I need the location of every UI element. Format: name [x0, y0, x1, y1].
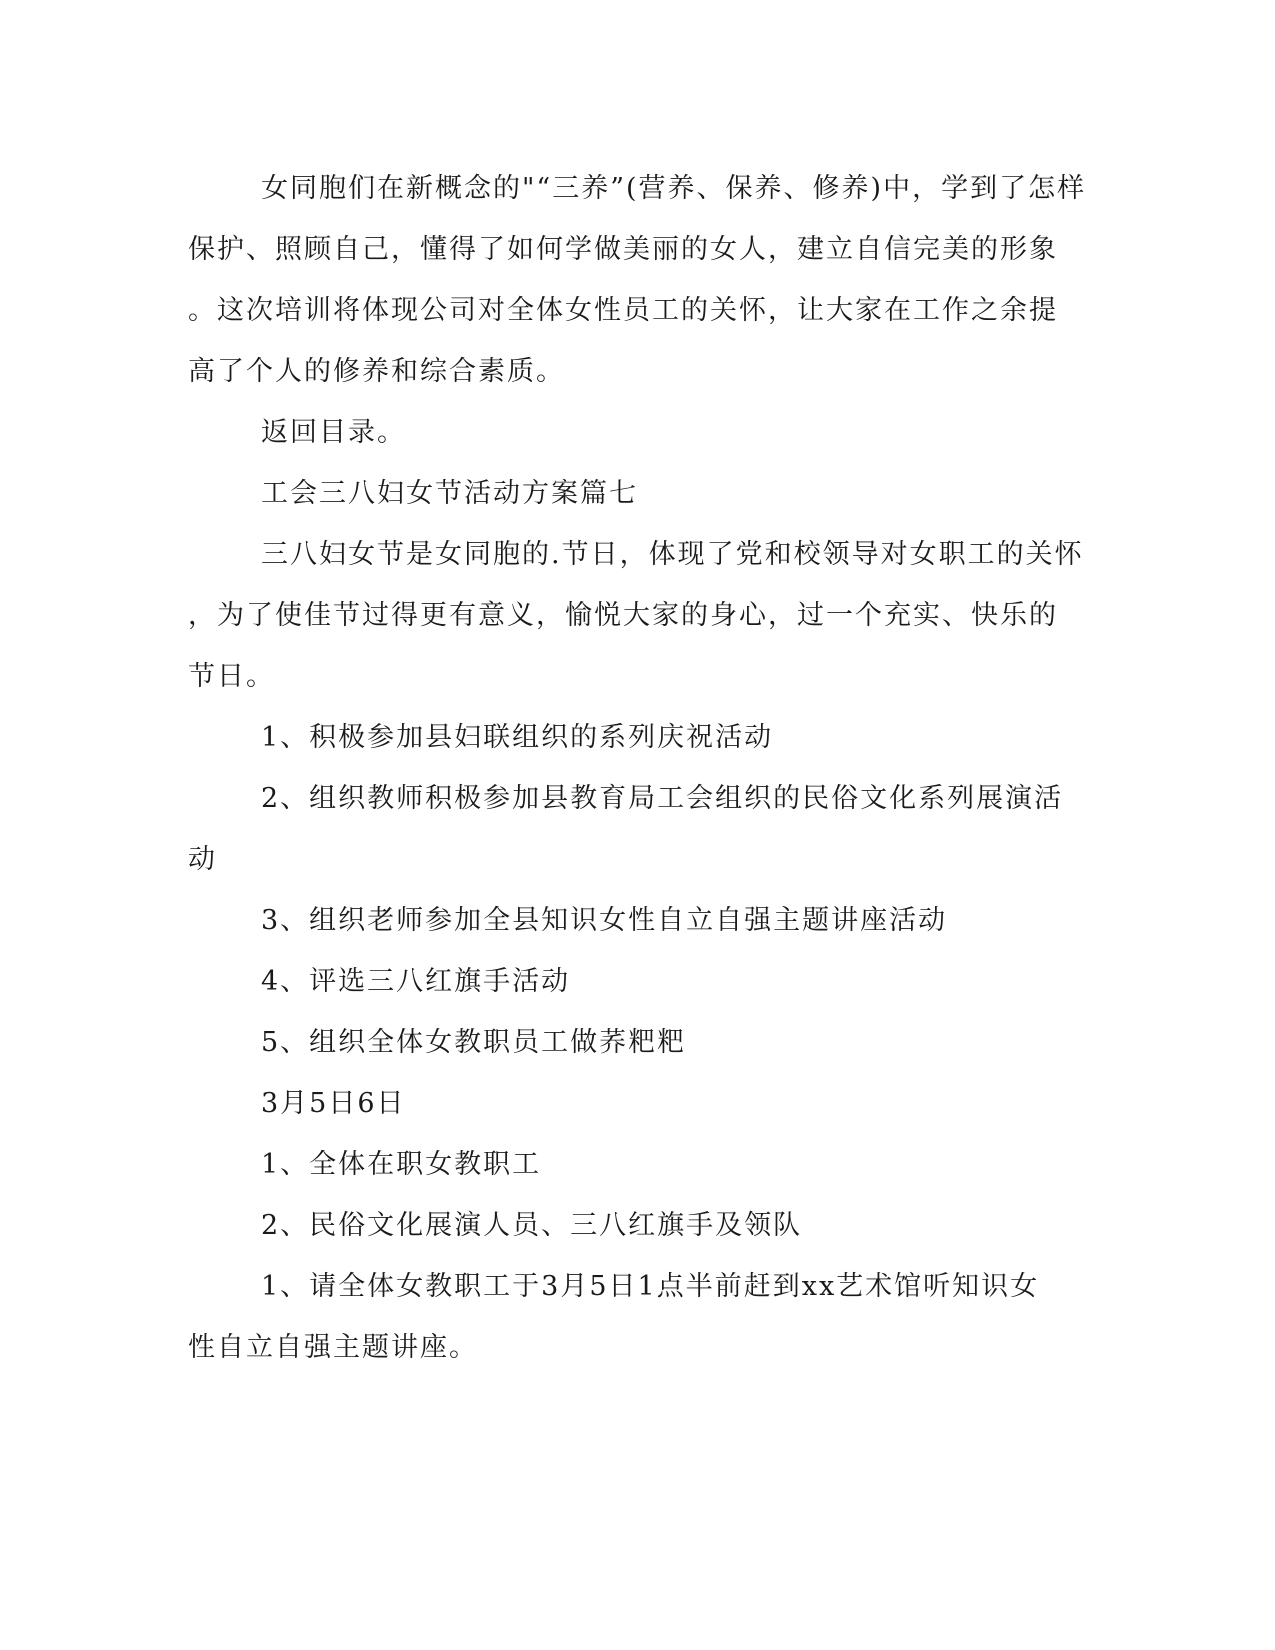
text-line: 。这次培训将体现公司对全体女性员工的关怀，让大家在工作之余提 — [188, 295, 1058, 326]
text-line: ，为了使佳节过得更有意义，愉悦大家的身心，过一个充实、快乐的 — [188, 600, 1058, 631]
text-line: 工会三八妇女节活动方案篇七 — [261, 478, 638, 509]
text-line: 2、民俗文化展演人员、三八红旗手及领队 — [261, 1210, 803, 1241]
text-line: 2、组织教师积极参加县教育局工会组织的民俗文化系列展演活 — [261, 783, 1064, 814]
text-line: 5、组织全体女教职员工做荞粑粑 — [261, 1027, 687, 1058]
document-body — [188, 158, 1088, 1378]
text-line: 性自立自强主题讲座。 — [188, 1332, 478, 1363]
text-line: 1、请全体女教职工于3月5日1点半前赶到xx艺术馆听知识女 — [261, 1271, 1040, 1302]
text-line: 4、评选三八红旗手活动 — [261, 966, 571, 997]
text-line: 女同胞们在新概念的"“三养”(营养、保养、修养)中，学到了怎样 — [261, 173, 1087, 204]
text-line: 三八妇女节是女同胞的.节日，体现了党和校领导对女职工的关怀 — [261, 539, 1084, 570]
text-line: 高了个人的修养和综合素质。 — [188, 356, 565, 387]
text-line: 返回目录。 — [261, 417, 406, 448]
text-line: 动 — [188, 844, 217, 875]
text-line: 1、积极参加县妇联组织的系列庆祝活动 — [261, 722, 774, 753]
text-line: 1、全体在职女教职工 — [261, 1149, 542, 1180]
text-line: 保护、照顾自己，懂得了如何学做美丽的女人，建立自信完美的形象 — [188, 234, 1058, 265]
text-line: 3、组织老师参加全县知识女性自立自强主题讲座活动 — [261, 905, 948, 936]
text-line: 3月5日6日 — [261, 1088, 406, 1119]
text-line: 节日。 — [188, 661, 275, 692]
